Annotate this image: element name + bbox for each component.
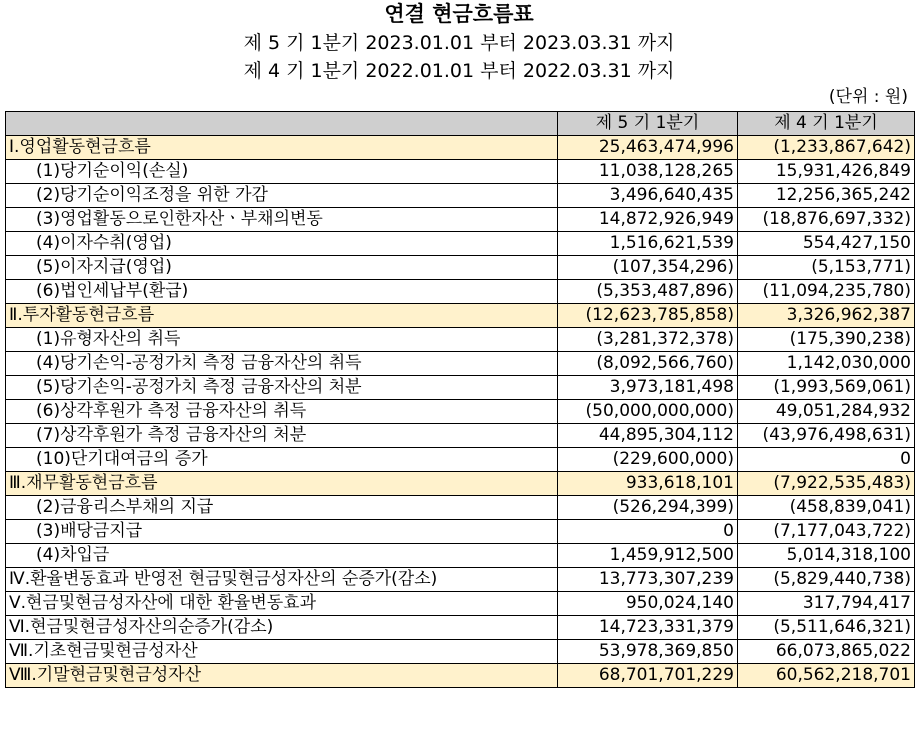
- prior-period-value: (5,829,440,738): [738, 568, 915, 592]
- period-current: 제 5 기 1분기 2023.01.01 부터 2023.03.31 까지: [243, 32, 675, 54]
- table-row: [6, 616, 915, 640]
- prior-period-value: 15,931,426,849: [738, 160, 915, 184]
- prior-period-value: 0: [738, 448, 915, 472]
- row-label: Ⅱ.투자활동현금흐름: [6, 304, 558, 328]
- prior-period-value: (1,993,569,061): [738, 376, 915, 400]
- row-label: (3)배당금지급: [6, 520, 558, 544]
- row-label: Ⅶ.기초현금및현금성자산: [6, 640, 558, 664]
- row-label: (5)당기손익-공정가치 측정 금융자산의 처분: [6, 376, 558, 400]
- prior-period-value: (1,233,867,642): [738, 136, 915, 160]
- row-label: (4)이자수취(영업): [6, 232, 558, 256]
- current-period-value: 13,773,307,239: [558, 568, 738, 592]
- prior-period-value: (5,153,771): [738, 256, 915, 280]
- current-period-value: 11,038,128,265: [558, 160, 738, 184]
- unit-label: (단위 : 원): [828, 87, 908, 107]
- row-label: (2)금융리스부채의 지급: [6, 496, 558, 520]
- prior-period-value: 3,326,962,387: [738, 304, 915, 328]
- row-label: Ⅲ.재무활동현금흐름: [6, 472, 558, 496]
- table-row: [6, 256, 915, 280]
- row-label: (4)차입금: [6, 544, 558, 568]
- prior-period-value: 66,073,865,022: [738, 640, 915, 664]
- header-row: [6, 112, 915, 136]
- table-row: [6, 304, 915, 328]
- current-period-value: (50,000,000,000): [558, 400, 738, 424]
- current-period-value: 3,973,181,498: [558, 376, 738, 400]
- prior-period-value: 60,562,218,701: [738, 664, 915, 688]
- row-label: (5)이자지급(영업): [6, 256, 558, 280]
- statement-title: 연결 현금흐름표: [384, 2, 534, 26]
- current-period-value: 53,978,369,850: [558, 640, 738, 664]
- table-row: [6, 472, 915, 496]
- table-row: [6, 280, 915, 304]
- prior-period-value: (7,922,535,483): [738, 472, 915, 496]
- row-label: (2)당기순이익조정을 위한 가감: [6, 184, 558, 208]
- prior-period-value: 554,427,150: [738, 232, 915, 256]
- prior-period-value: (11,094,235,780): [738, 280, 915, 304]
- current-period-value: (3,281,372,378): [558, 328, 738, 352]
- prior-period-value: (5,511,646,321): [738, 616, 915, 640]
- header-item: [6, 112, 558, 136]
- header-prior-period: 제 4 기 1분기: [738, 112, 915, 136]
- row-label: (3)영업활동으로인한자산ㆍ부채의변동: [6, 208, 558, 232]
- table-body: [6, 136, 915, 688]
- table-row: [6, 520, 915, 544]
- row-label: (7)상각후원가 측정 금융자산의 처분: [6, 424, 558, 448]
- row-label: Ⅳ.환율변동효과 반영전 현금및현금성자산의 순증가(감소): [6, 568, 558, 592]
- current-period-value: 25,463,474,996: [558, 136, 738, 160]
- current-period-value: (107,354,296): [558, 256, 738, 280]
- prior-period-value: (43,976,498,631): [738, 424, 915, 448]
- row-label: (1)유형자산의 취득: [6, 328, 558, 352]
- prior-period-value: (175,390,238): [738, 328, 915, 352]
- table-row: [6, 208, 915, 232]
- table-row: [6, 592, 915, 616]
- table-row: [6, 160, 915, 184]
- table-row: [6, 496, 915, 520]
- table-row: [6, 400, 915, 424]
- prior-period-value: 1,142,030,000: [738, 352, 915, 376]
- row-label: Ⅷ.기말현금및현금성자산: [6, 664, 558, 688]
- cash-flow-table: [5, 111, 915, 688]
- prior-period-value: 5,014,318,100: [738, 544, 915, 568]
- prior-period-value: 49,051,284,932: [738, 400, 915, 424]
- row-label: (4)당기손익-공정가치 측정 금융자산의 취득: [6, 352, 558, 376]
- table-row: [6, 184, 915, 208]
- table-row: [6, 448, 915, 472]
- current-period-value: 3,496,640,435: [558, 184, 738, 208]
- table-row: [6, 544, 915, 568]
- row-label: (10)단기대여금의 증가: [6, 448, 558, 472]
- current-period-value: (8,092,566,760): [558, 352, 738, 376]
- period-prior: 제 4 기 1분기 2022.01.01 부터 2022.03.31 까지: [243, 60, 675, 82]
- current-period-value: (5,353,487,896): [558, 280, 738, 304]
- table-row: [6, 232, 915, 256]
- table-row: [6, 424, 915, 448]
- table-row: [6, 328, 915, 352]
- prior-period-value: (7,177,043,722): [738, 520, 915, 544]
- row-label: Ⅵ.현금및현금성자산의순증가(감소): [6, 616, 558, 640]
- table-row: [6, 352, 915, 376]
- prior-period-value: (18,876,697,332): [738, 208, 915, 232]
- current-period-value: 933,618,101: [558, 472, 738, 496]
- current-period-value: (229,600,000): [558, 448, 738, 472]
- current-period-value: (12,623,785,858): [558, 304, 738, 328]
- current-period-value: 44,895,304,112: [558, 424, 738, 448]
- row-label: Ⅴ.현금및현금성자산에 대한 환율변동효과: [6, 592, 558, 616]
- current-period-value: 68,701,701,229: [558, 664, 738, 688]
- prior-period-value: 12,256,365,242: [738, 184, 915, 208]
- current-period-value: (526,294,399): [558, 496, 738, 520]
- row-label: (6)상각후원가 측정 금융자산의 취득: [6, 400, 558, 424]
- table-row: [6, 376, 915, 400]
- current-period-value: 950,024,140: [558, 592, 738, 616]
- table-row: [6, 640, 915, 664]
- current-period-value: 1,516,621,539: [558, 232, 738, 256]
- current-period-value: 14,723,331,379: [558, 616, 738, 640]
- current-period-value: 14,872,926,949: [558, 208, 738, 232]
- table-row: [6, 664, 915, 688]
- row-label: Ⅰ.영업활동현금흐름: [6, 136, 558, 160]
- prior-period-value: (458,839,041): [738, 496, 915, 520]
- row-label: (6)법인세납부(환급): [6, 280, 558, 304]
- header-current-period: 제 5 기 1분기: [558, 112, 738, 136]
- prior-period-value: 317,794,417: [738, 592, 915, 616]
- table-row: [6, 568, 915, 592]
- table-row: [6, 136, 915, 160]
- current-period-value: 0: [558, 520, 738, 544]
- current-period-value: 1,459,912,500: [558, 544, 738, 568]
- row-label: (1)당기순이익(손실): [6, 160, 558, 184]
